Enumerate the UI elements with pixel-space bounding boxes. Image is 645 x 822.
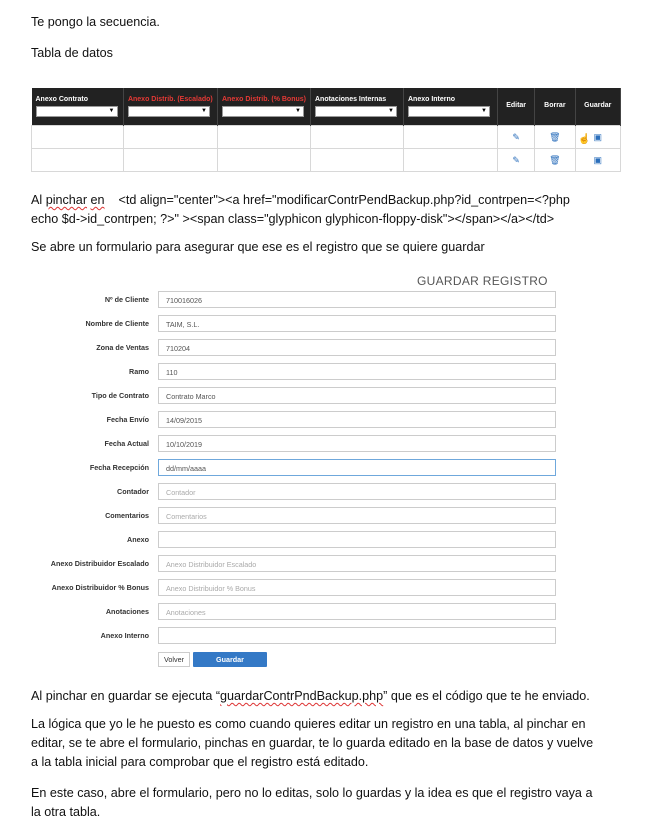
paragraph-logic [31, 715, 593, 772]
tabla-title: Tabla de datos [31, 46, 113, 60]
form-row [0, 531, 560, 549]
pencil-icon[interactable]: ✎ [512, 154, 520, 165]
form-input[interactable]: Anexo Distribuidor Escalado [158, 555, 556, 572]
form-input[interactable]: 10/10/2019 [158, 435, 556, 452]
form-label: Nº de Cliente [104, 295, 149, 304]
table-row [32, 126, 621, 149]
form-label: Comentarios [105, 511, 149, 520]
table-header-label: Anotaciones Internas [314, 96, 387, 103]
p1-word-en: en [90, 193, 105, 207]
table-row [32, 149, 621, 172]
guardar-button[interactable]: Guardar [193, 652, 267, 667]
form-input[interactable]: Anotaciones [158, 603, 556, 620]
form-row [0, 435, 560, 453]
form-row [0, 579, 560, 597]
form-label: Fecha Recepción [89, 463, 149, 472]
form-title: GUARDAR REGISTRO [417, 274, 548, 288]
table-body [32, 126, 621, 172]
p1-code-line1: <td align="center"><a href="modificarContrPendBackup.php?id_contrpen=<?php [104, 193, 570, 207]
table-header-row [32, 88, 621, 126]
table-cell-action [498, 126, 535, 149]
form-row [0, 603, 560, 621]
table-header-label: Editar [506, 101, 527, 109]
paragraph-form-intro: Se abre un formulario para asegurar que ese es el registro que se quiere guardar [31, 240, 485, 254]
form-input[interactable]: Contador [158, 483, 556, 500]
form-row [0, 363, 560, 381]
form-row [0, 315, 560, 333]
filter-select[interactable] [315, 106, 397, 117]
form-input[interactable]: Comentarios [158, 507, 556, 524]
form-label: Zona de Ventas [96, 343, 149, 352]
hand-cursor-icon: ☝ [578, 134, 591, 145]
form-input[interactable] [158, 531, 556, 548]
table-cell-action [498, 149, 535, 172]
floppy-disk-icon[interactable]: ▣ [593, 154, 602, 165]
form-row [0, 339, 560, 357]
form-row [0, 459, 560, 477]
table-header-3 [310, 88, 403, 126]
p4-line2: editar, se te abre el formulario, pinchas en guardar, te lo guarda editado en la base de datos y vuelve [31, 736, 594, 750]
table-cell [123, 126, 217, 149]
table-cell [403, 149, 497, 172]
form-row [0, 507, 560, 525]
p5-line1: En este caso, abre el formulario, pero no lo editas, solo lo guardas y la idea es que el registro vaya a [31, 786, 593, 800]
form-label: Fecha Envío [106, 415, 149, 424]
form-row [0, 291, 560, 309]
paragraph-case [31, 784, 592, 822]
p3-prefix: Al pinchar en guardar se ejecuta “ [31, 689, 221, 703]
form-label: Nombre de Cliente [85, 319, 149, 328]
table-header-label: Anexo Interno [407, 96, 456, 103]
table-header-4 [403, 88, 497, 126]
table-header-label: Anexo Distrib. (% Bonus) [221, 96, 306, 103]
paragraph-code [31, 191, 570, 229]
table-header-6 [535, 88, 575, 126]
form-row [0, 483, 560, 501]
form-label: Fecha Actual [104, 439, 149, 448]
table-cell-action [575, 149, 621, 172]
form-row [0, 555, 560, 573]
table-header-7 [575, 88, 621, 126]
form-input[interactable]: 710016026 [158, 291, 556, 308]
table-header-1 [123, 88, 217, 126]
table-header-label: Anexo Contrato [35, 96, 88, 103]
table-cell-action [535, 149, 575, 172]
table-header-5 [498, 88, 535, 126]
p1-word-pinchar: pinchar [45, 193, 88, 207]
filter-select[interactable] [222, 106, 304, 117]
table-cell [310, 149, 403, 172]
p4-line1: La lógica que yo le he puesto es como cuando quieres editar un registro en una tabla, al pinchar en [31, 717, 586, 731]
floppy-disk-icon[interactable]: ▣ [593, 131, 602, 142]
paragraph-guardar [31, 687, 590, 706]
form-label: Anexo Distribuidor % Bonus [51, 583, 149, 592]
table-cell [217, 126, 310, 149]
pencil-icon[interactable]: ✎ [512, 131, 520, 142]
table-header-label: Borrar [544, 101, 566, 109]
table-header-label: Anexo Distrib. (Escalado) [127, 96, 213, 103]
p5-line2: la otra tabla. [31, 805, 101, 819]
form-label: Anexo Interno [100, 631, 149, 640]
form-label: Ramo [129, 367, 149, 376]
form-label: Anexo Distribuidor Escalado [50, 559, 149, 568]
volver-button[interactable]: Volver [158, 652, 190, 667]
form-label: Anotaciones [105, 607, 149, 616]
p4-line3: a la tabla inicial para comprobar que el registro está editado. [31, 755, 369, 769]
form-input[interactable]: 110 [158, 363, 556, 380]
form-input[interactable]: 710204 [158, 339, 556, 356]
filter-select[interactable] [128, 106, 210, 117]
form-row [0, 411, 560, 429]
data-table [31, 88, 621, 172]
form-row [0, 627, 560, 645]
form-row [0, 387, 560, 405]
p3-suffix: ” que es el código que te he enviado. [383, 689, 590, 703]
table-cell [123, 149, 217, 172]
table-cell [403, 126, 497, 149]
form-label: Tipo de Contrato [91, 391, 149, 400]
trash-icon[interactable]: 🗑 [549, 131, 561, 142]
form-input[interactable]: Contrato Marco [158, 387, 556, 404]
table-cell [32, 149, 124, 172]
form-input[interactable]: 14/09/2015 [158, 411, 556, 428]
form-input[interactable] [158, 627, 556, 644]
p1-code-line2: echo $d->id_contrpen; ?>" ><span class="glyphicon glyphicon-floppy-disk"></span></a></td> [31, 212, 555, 226]
form-label: Contador [117, 487, 149, 496]
table-header-label: Guardar [584, 101, 612, 109]
p1-prefix: Al [31, 193, 46, 207]
form-label: Anexo [127, 535, 149, 544]
trash-icon[interactable]: 🗑 [549, 154, 561, 165]
intro-text: Te pongo la secuencia. [31, 15, 160, 29]
p3-filename: guardarContrPndBackup.php [220, 689, 384, 703]
form-input[interactable]: Anexo Distribuidor % Bonus [158, 579, 556, 596]
table-header-2 [217, 88, 310, 126]
table-cell-action [535, 126, 575, 149]
filter-select[interactable] [36, 106, 118, 117]
table-cell [217, 149, 310, 172]
form-input[interactable]: TAIM, S.L. [158, 315, 556, 332]
table-cell [32, 126, 124, 149]
table-header-0 [32, 88, 124, 126]
filter-select[interactable] [408, 106, 490, 117]
table-cell [310, 126, 403, 149]
form-input[interactable]: dd/mm/aaaa [158, 459, 556, 476]
